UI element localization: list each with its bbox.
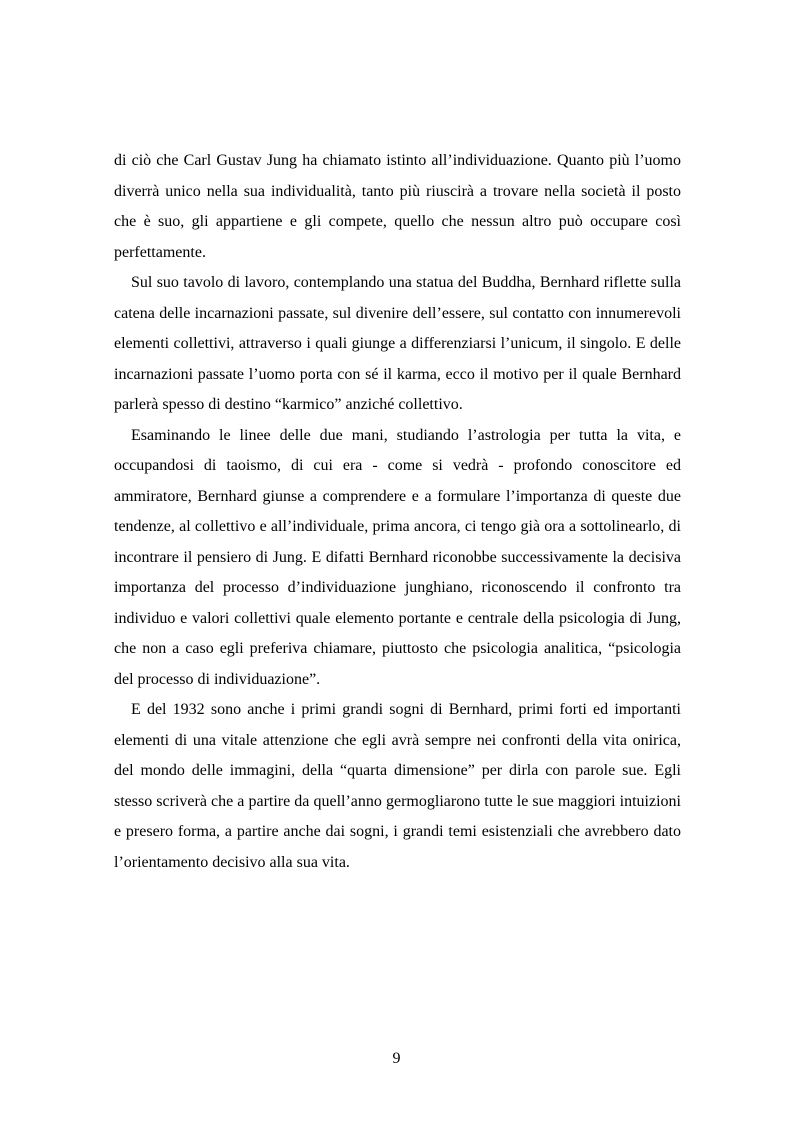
paragraph-3: Esaminando le linee delle due mani, studiando l’astrologia per tutta la vita, e occupandosi di taoismo, di cui era - come si vedrà - profondo conoscitore ed ammiratore, Bernhard giunse a comprendere e a formulare l’importanza di queste due tendenze, al collettivo e all’individuale, prima ancora, ci tengo già ora a sottolinearlo, di incontrare il pensiero di Jung. E difatti Bernhard riconobbe successivamente la decisiva importanza del processo d’individuazione junghiano, riconoscendo il confronto tra individuo e valori collettivi quale elemento portante e centrale della psicologia di Jung, che non a caso egli preferiva chiamare, piuttosto che psicologia analitica, “psicologia del processo di individuazione”.	[114, 426, 681, 688]
paragraph-4: E del 1932 sono anche i primi grandi sogni di Bernhard, primi forti ed importanti elementi di una vitale attenzione che egli avrà sempre nei confronti della vita onirica, del mondo delle immagini, della “quarta dimensione” per dirla con parole sue. Egli stesso scriverà che a partire da quell’anno germogliarono tutte le sue maggiori intuizioni e presero forma, a partire anche dai sogni, i grandi temi esistenziali che avrebbero dato l’orientamento decisivo alla sua vita.	[114, 701, 681, 871]
page-number: 9	[392, 1050, 401, 1067]
paragraph-2: Sul suo tavolo di lavoro, contemplando una statua del Buddha, Bernhard riflette sulla catena delle incarnazioni passate, sul divenire dell’essere, sul contatto con innumerevoli elementi collettivi, attraverso i quali giunge a differenziarsi l’unicum, il singolo. E delle incarnazioni passate l’uomo porta con sé il karma, ecco il motivo per il quale Bernhard parlerà spesso di destino “karmico” anziché collettivo.	[114, 274, 681, 413]
body-text	[114, 146, 681, 878]
paragraph-1: di ciò che Carl Gustav Jung ha chiamato istinto all’individuazione. Quanto più l’uomo diverrà unico nella sua individualità, tanto più riuscirà a trovare nella società il posto che è suo, gli appartiene e gli compete, quello che nessun altro può occupare così perfettamente.	[114, 152, 681, 261]
